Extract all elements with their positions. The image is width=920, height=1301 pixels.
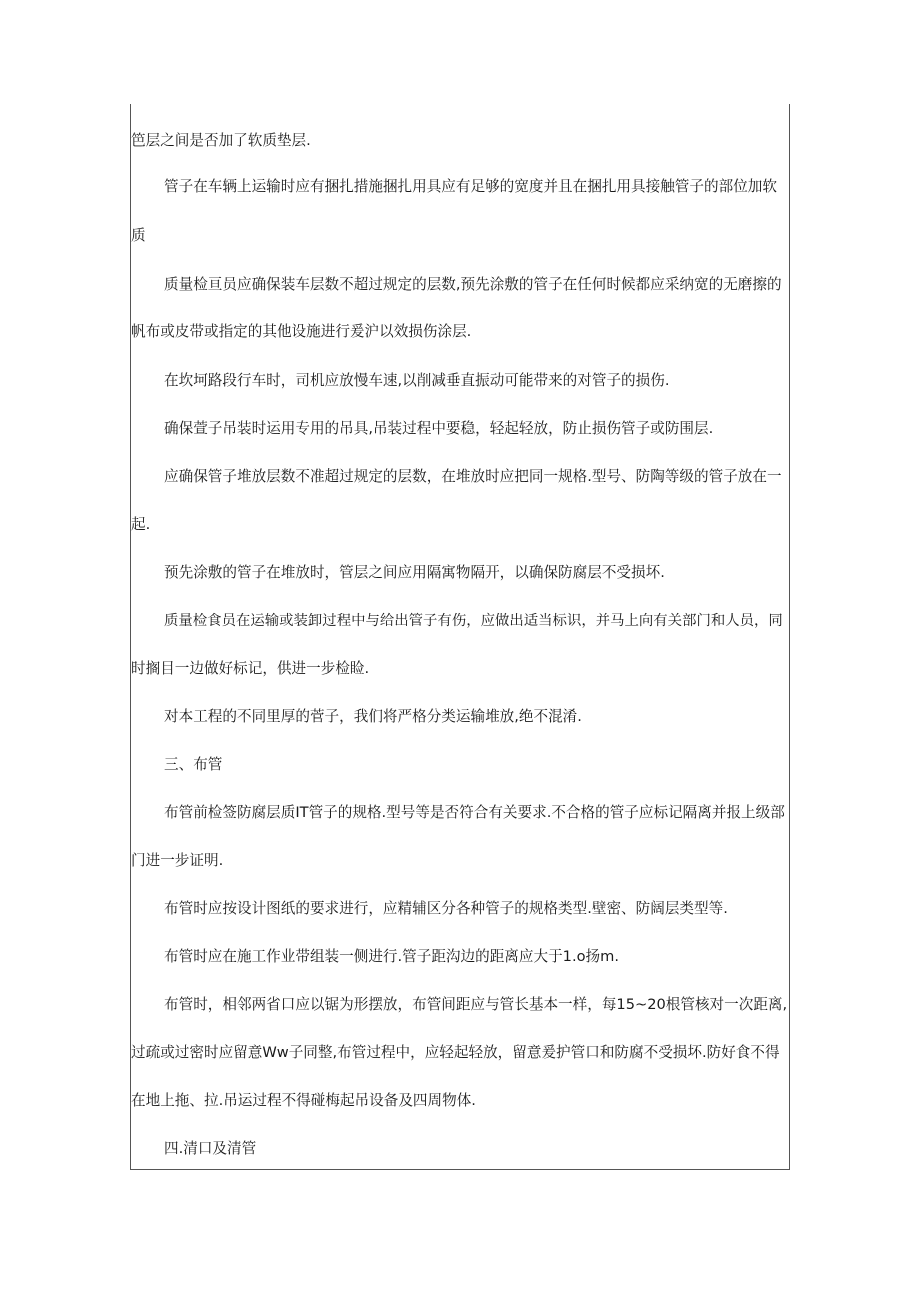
section-heading: 四.清口及清管 — [164, 1140, 257, 1157]
text-line: 预先涂敷的管子在堆放时，管层之间应用隔寓物隔开，以确保防腐层不受损坏. — [164, 564, 665, 581]
section-heading: 三、布管 — [164, 756, 223, 773]
text-line: 对本工程的不同里厚的菅子，我们将严格分类运输堆放,绝不混淆. — [164, 708, 582, 725]
text-line: 在坎坷路段行车时，司机应放慢车速,以削减垂直振动可能带来的对管子的损伤. — [164, 372, 670, 389]
text-line: 质 — [131, 227, 146, 244]
text-line: 过疏或过密时应留意Ww子同整,布管过程中，应轻起轻放，留意爰护管口和防腐不受损坏.防好食不得 — [131, 1044, 780, 1061]
text-line: 在地上拖、拉.吊运过程不得碰梅起吊设备及四周物体. — [131, 1092, 476, 1109]
text-line: 布管时应在施工作业带组装一侧进行.管子距沟边的距离应大于1.o扬m. — [164, 948, 619, 965]
text-line: 布管时，相邻两省口应以锯为形摆放，布管间距应与管长基本一样，每15~20根管核对一次距离, — [164, 996, 788, 1013]
text-line: 时搁目一边做好标记，供进一步检睑. — [131, 660, 370, 677]
text-line: 应确保管子堆放层数不准超过规定的层数，在堆放时应把同一规格.型号、防陶等级的管子放在一 — [164, 468, 782, 485]
text-line: 布管前检签防腐层质IT管子的规格.型号等是否符合有关要求.不合格的管子应标记隔离并报上级部 — [164, 804, 785, 821]
text-line: 质量检亘员应确保装车层数不超过规定的层数,预先涂敷的管子在任何时候都应采纳宽的无磨擦的 — [164, 276, 782, 293]
text-line: 门进一步证明. — [131, 852, 224, 869]
text-line: 起. — [131, 516, 151, 533]
text-line: 质量检食员在运输或装卸过程中与给出管子有伤，应做出适当标识，并马上向有关部门和人员，同 — [164, 613, 783, 629]
text-line: 帆布或皮带或指定的其他设施进行爰沪以效损伤涂层. — [131, 323, 472, 340]
text-line: 笆层之间是否加了软质垫层. — [131, 132, 311, 149]
text-line: 布管时应按设计图纸的要求进行，应精辅区分各种管子的规格类型.壁密、防阔层类型等. — [164, 900, 728, 917]
text-line: 管子在车辆上运输时应有捆扎措施捆扎用具应有足够的宽度并且在捆扎用具接触管子的部位加软 — [164, 178, 777, 195]
text-line: 确保萱子吊装时运用专用的吊具,吊装过程中要稳，轻起轻放，防止损伤管子或防围层. — [164, 420, 714, 437]
